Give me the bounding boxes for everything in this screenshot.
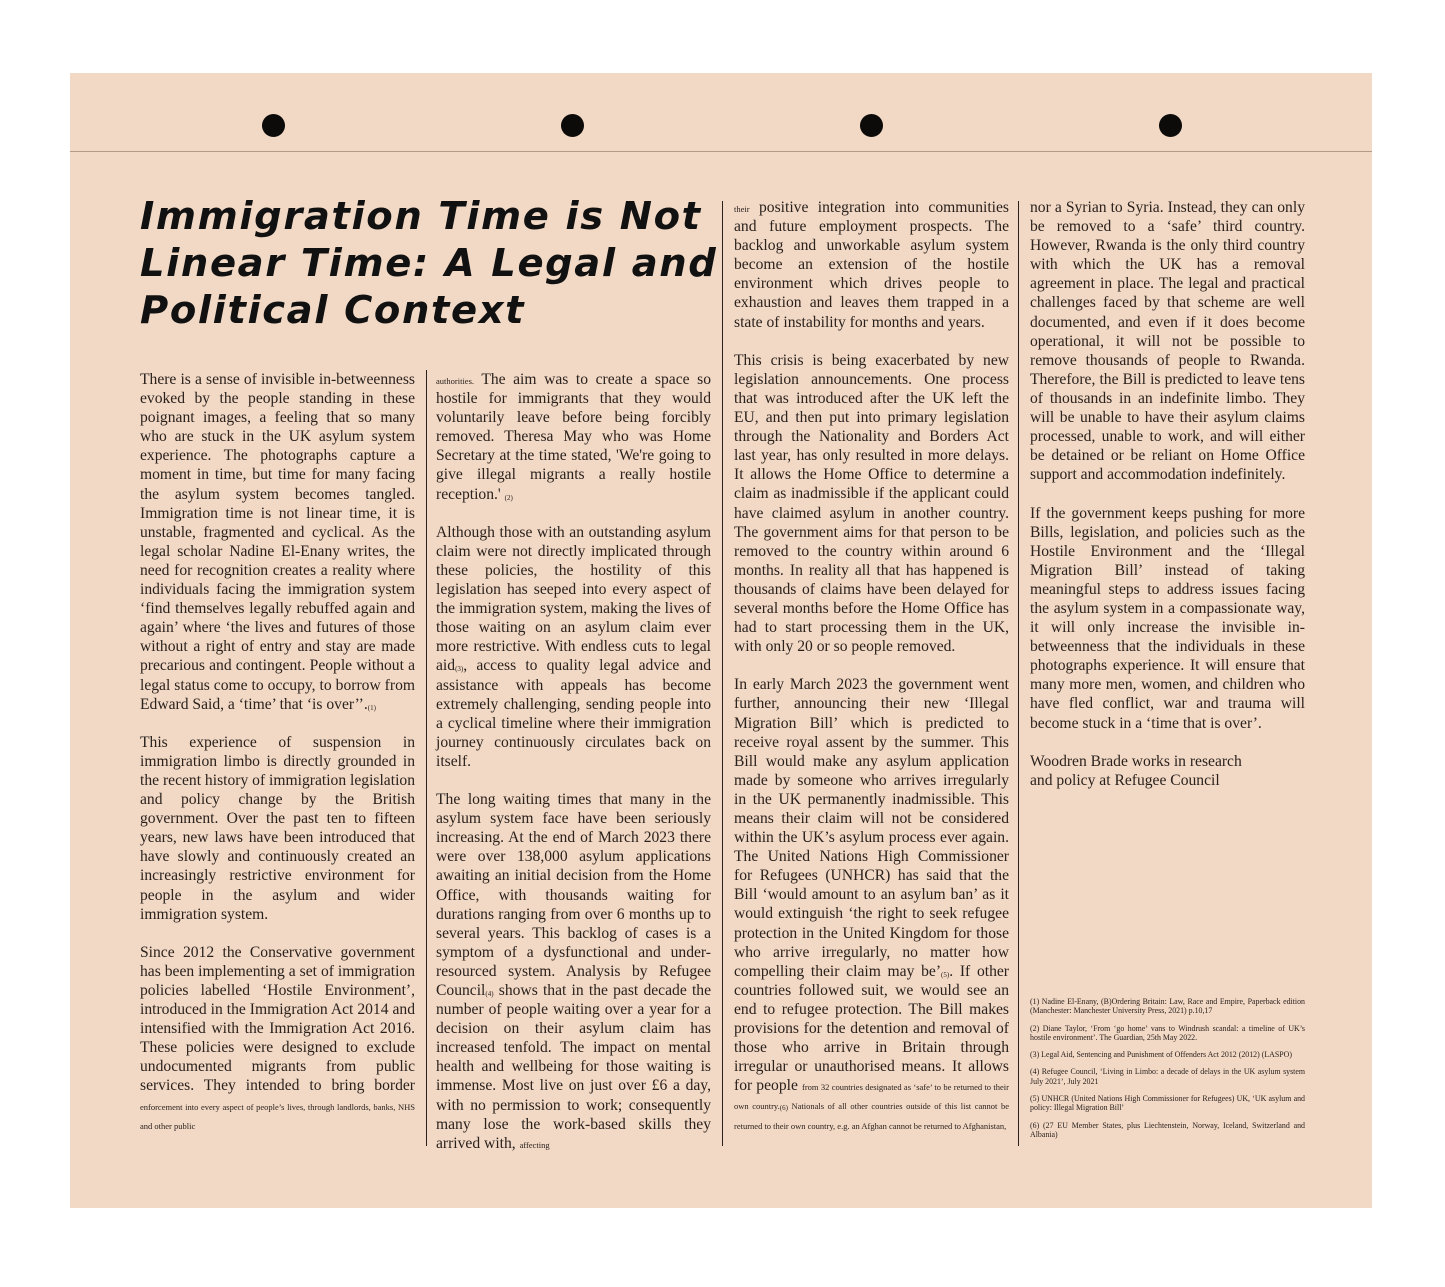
footnote-ref[interactable]: (6) [779, 1104, 788, 1113]
header-divider [70, 151, 1372, 152]
article-column-3 [734, 198, 1009, 1173]
column-divider [722, 201, 723, 1146]
paragraph: In early March 2023 the government went further, announcing their new ‘Illegal Migration Bill’ which is predicted to receive royal assent by the summer. This Bill would make any asylum application made by someone who arrives irregularly in the UK permanently inadmissible. This means their claim will not be considered within the UK’s asylum process ever again. The United Nations High Commissioner for Refugees (UNHCR) has said that the Bill ‘would amount to an asylum ban’ as it would extinguish ‘the right to seek refugee protection in the United Kingdom for those who arrive irregularly, no matter how compelling their claim may $be’_{(5)}$. If other countries followed suit, we would see an end to refugee protection. The Bill makes provisions for the detention and removal of those who arrive in Britain through irregular or unauthorised means. It allows for people from 32 countries designated as ‘safe’ to be returned to their own $country._{(6)}$ Nationals of all other countries outside of this list cannot be returned to their own country, e.g. an Afghan cannot be returned to Afghanistan, [734, 676, 1009, 1131]
article-column-2 [436, 370, 711, 1170]
article-title: Immigration Time is Not Linear Time: A Legal and Political Context [140, 194, 718, 333]
paragraph: This crisis is being exacerbated by new legislation announcements. One process that was introduced after the UK left the EU, and then put into primary legislation through the Nationality and Borders Act last year, has only resulted in more delays. It allows the Home Office to determine a claim as inadmissible if the applicant could have claimed asylum in another country. The government aims for that person to be removed to the country within around 6 months. In reality all that has happened is thousands of claims have been delayed for several months before the Home Office has had to start processing them in the UK, with only 20 or so people removed. [734, 351, 1009, 656]
binder-hole-icon [1159, 114, 1182, 137]
footnote-ref[interactable]: (4) [485, 990, 494, 998]
footnote: (4) Refugee Council, ‘Living in Limbo: a decade of delays in the UK asylum system July 2021’, July 2021 [1030, 1067, 1305, 1086]
paragraph: their positive integration into communities and future employment prospects. The backlog and unworkable asylum system become an extension of the hostile environment which drives people to exhaustion and leaves them trapped in a state of instability for months and years. [734, 199, 1009, 331]
binder-hole-icon [561, 114, 584, 137]
paragraph: There is a sense of invisible in-betweenness evoked by the people standing in these poignant images, a feeling that so many who are stuck in the UK asylum system experience. The photographs capture a moment in time, but time for many facing the asylum system becomes tangled. Immigration time is not linear time, it is unstable, fragmented and cyclical. As the legal scholar Nadine El-Enany writes, the need for recognition creates a reality where individuals facing the immigration system ‘find themselves legally rebuffed again and again’ where ‘the lives and futures of those without a right of entry and stay are made precarious and contingent. People without a legal status come to occupy, to borrow from Edward Said, a ‘time’ that ‘is $over’’._{(1)}$ [140, 371, 415, 713]
author-byline: Woodren Brade works in research and policy at Refugee Council [1030, 752, 1242, 789]
paragraph: nor a Syrian to Syria. Instead, they can only be removed to a ‘safe’ third country. However, Rwanda is the only third country with which the UK has a removal agreement in place. The legal and practical challenges faced by that scheme are well documented, and even if it does become operational, it will not be possible to remove thousands of people to Rwanda. Therefore, the Bill is predicted to leave tens of thousands in an indefinite limbo. They will be unable to have their asylum claims processed, unable to work, and will either be detained or be reliant on Home Office support and accommodation indefinitely. [1030, 199, 1305, 484]
footnote: (1) Nadine El-Enany, (B)Ordering Britain: Law, Race and Empire, Paperback edition (Manchester: Manchester University Press, 2021) p.10,17 [1030, 997, 1305, 1016]
binder-hole-icon [860, 114, 883, 137]
footnote-ref[interactable]: (3) [455, 665, 464, 674]
small-print-text: Nationals of all other countries outside of this list cannot be returned to their own country, e.g. an Afghan cannot be returned to Afghanistan, [734, 1101, 1009, 1131]
paragraph: If the government keeps pushing for more Bills, legislation, and policies such as the Hostile Environment and the ‘Illegal Migration Bill’ instead of taking meaningful steps to address issues facing the asylum system in a compassionate way, it will only increase the invisible in-betweenness that the individuals in these photographs experience. It will ensure that many more men, women, and children who have fled conflict, war and trauma will become stuck in a ‘time that is over’. [1030, 504, 1305, 732]
paragraph: This experience of suspension in immigration limbo is directly grounded in the recent history of immigration legislation and policy change by the British government. Over the past ten to fifteen years, new laws have been introduced that have slowly and continuously created an increasingly restrictive environment for people in the asylum and wider immigration system. [140, 733, 415, 923]
document-page [70, 73, 1372, 1208]
binder-hole-icon [262, 114, 285, 137]
footnote: (6) (27 EU Member States, plus Liechtenstein, Norway, Iceland, Switzerland and Albania) [1030, 1120, 1305, 1139]
small-print-text: from 32 countries designated as ‘safe’ to be returned to their own country. [734, 1082, 1009, 1112]
footnote-ref[interactable]: (5) [941, 970, 950, 979]
small-print-text: their [734, 204, 750, 214]
paragraph: authorities. The aim was to create a space so hostile for immigrants that they would voluntarily leave before being forcibly removed. Theresa May who was Home Secretary at the time stated, 'We're going to give illegal migrants a really hostile reception.' $_{(2)}$ [436, 371, 711, 503]
paragraph: Since 2012 the Conservative government has been implementing a set of immigration policies labelled ‘Hostile Environment’, introduced in the Immigration Act 2014 and intensified with the Immigration Act 2016. These policies were designed to exclude undocumented migrants from public services. They intended to bring border enforcement into every aspect of people’s lives, through landlords, banks, NHS and other public [140, 943, 415, 1131]
column-divider [426, 370, 427, 1146]
footnote: (2) Diane Taylor, ‘From ‘go home’ vans to Windrush scandal: a timeline of UK’s hostile environment’. The Guardian, 25th May 2022. [1030, 1023, 1305, 1042]
article-column-1 [140, 370, 415, 1170]
small-print-text: affecting [519, 1139, 550, 1150]
footnote-ref[interactable]: (1) [367, 703, 376, 712]
paragraph: Although those with an outstanding asylum claim were not directly implicated through these policies, the hostility of this legislation has seeped into every aspect of the immigration system, making the lives of those waiting on an asylum claim ever more restrictive. With endless cuts to legal aid$_{(3)}$, access to quality legal advice and assistance with appeals has become extremely challenging, sending people into a cyclical timeline where their immigration journey continuously circulates back on itself. [436, 523, 712, 770]
footnote-ref[interactable]: (2) [504, 493, 513, 502]
small-print-text: enforcement into every aspect of people’s lives, through landlords, banks, NHS and other public [140, 1101, 415, 1131]
footnote: (5) UNHCR (United Nations High Commissioner for Refugees) UK, ‘UK asylum and policy: Illegal Migration Bill’ [1030, 1094, 1305, 1113]
small-print-text: authorities. [436, 376, 475, 386]
footnote: (3) Legal Aid, Sentencing and Punishment of Offenders Act 2012 (2012) (LASPO) [1030, 1050, 1292, 1060]
column-divider [1018, 201, 1019, 1146]
paragraph: The long waiting times that many in the asylum system face have been seriously increasing. At the end of March 2023 there were over 138,000 asylum applications awaiting an initial decision from the Home Office, with thousands waiting for durations ranging from over 6 months up to several years. This backlog of cases is a symptom of a dysfunctional and under-resourced system. Analysis by Refugee Council$_{(4)}$ shows that in the past decade the number of people waiting over a year for a decision on their asylum claim has increased tenfold. The impact on mental health and wellbeing for those waiting is immense. Most live on just over £6 a day, with no permission to work; consequently many lose the work-based skills they arrived with, affecting [436, 791, 711, 1152]
footnotes-list [1030, 997, 1305, 1147]
